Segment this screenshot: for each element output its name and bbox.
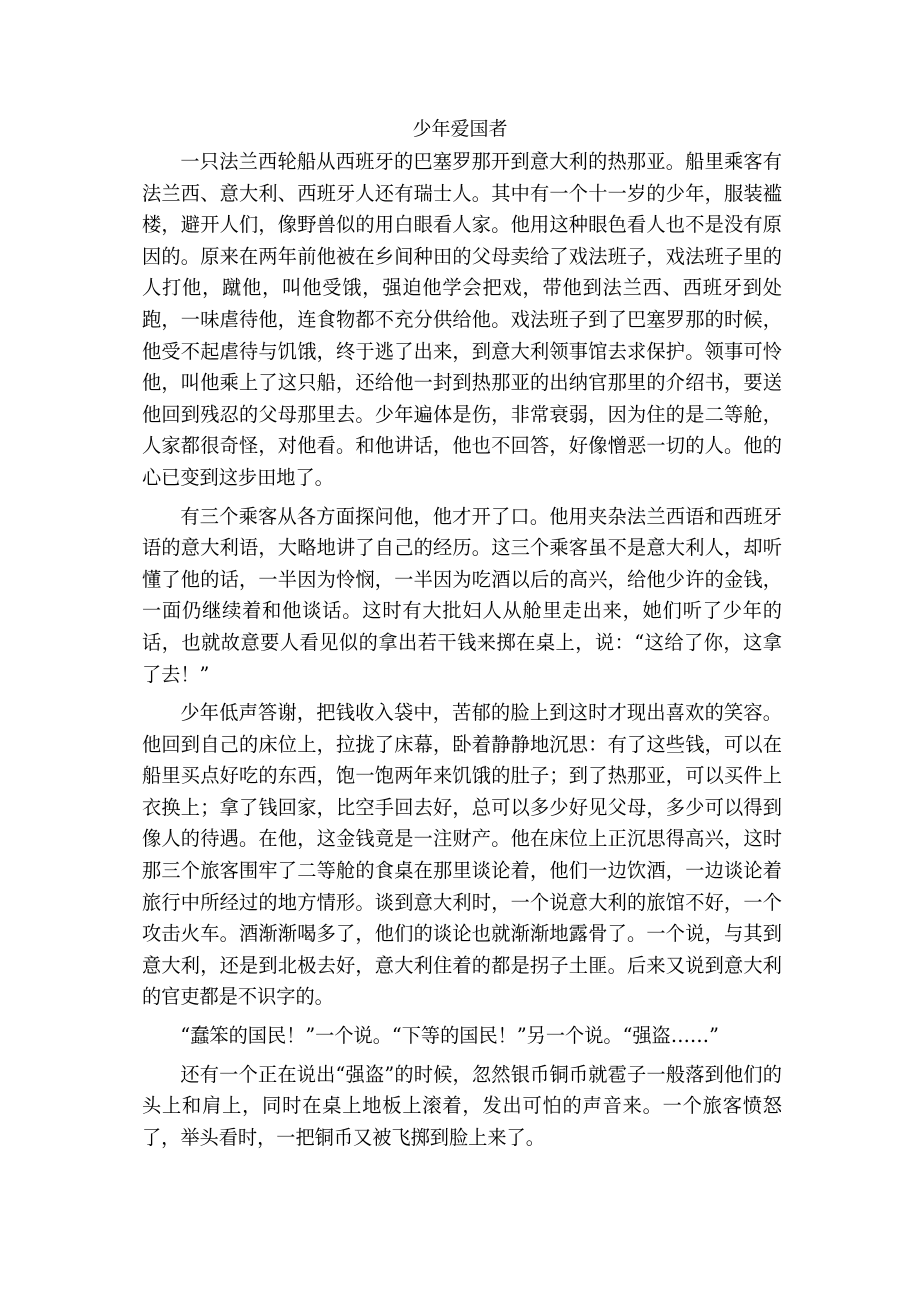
paragraph-1: 一只法兰西轮船从西班牙的巴塞罗那开到意大利的热那亚。船里乘客有法兰西、意大利、西班牙人还有瑞士人。其中有一个十一岁的少年，服装褴楼，避开人们，像野兽似的用白眼看人家。他用这种眼色看人也不是没有原因的。原来在两年前他被在乡间种田的父母卖给了戏法班子，戏法班子里的人打他，蹴他，叫他受饿，强迫他学会把戏，带他到法兰西、西班牙到处跑，一味虐待他，连食物都不充分供给他。戏法班子到了巴塞罗那的时候，他受不起虐待与饥饿，终于逃了出来，到意大利领事馆去求保护。领事可怜他，叫他乘上了这只船，还给他一封到热那亚的出纳官那里的介绍书，要送他回到残忍的父母那里去。少年遍体是伤，非常衰弱，因为住的是二等舱，人家都很奇怪，对他看。和他讲话，他也不回答，好像憎恶一切的人。他的心已变到这步田地了。 (142, 150, 782, 489)
document-body (142, 146, 782, 1160)
paragraph-2: 有三个乘客从各方面探问他，他才开了口。他用夹杂法兰西语和西班牙语的意大利语，大略地讲了自己的经历。这三个乘客虽不是意大利人，却听懂了他的话，一半因为怜悯，一半因为吃酒以后的高兴，给他少许的金钱，一面仍继续着和他谈话。这时有大批妇人从舱里走出来，她们听了少年的话，也就故意要人看见似的拿出若干钱来掷在桌上，说：“这给了你，这拿了去！” (142, 504, 782, 686)
paragraph-5: 还有一个正在说出“强盗”的时候，忽然银币铜币就雹子一般落到他们的头上和肩上，同时在桌上地板上滚着，发出可怕的声音来。一个旅客愤怒了，举头看时，一把铜币又被飞掷到脸上来了。 (142, 1062, 782, 1149)
paragraph-4: “蠢笨的国民！”一个说。“下等的国民！”另一个说。“强盗……” (180, 1024, 719, 1048)
document-title: 少年爱国者 (412, 118, 508, 140)
paragraph-3: 少年低声答谢，把钱收入袋中，苦郁的脸上到这时才现出喜欢的笑容。他回到自己的床位上，拉拢了床幕，卧着静静地沉思：有了这些钱，可以在船里买点好吃的东西，饱一饱两年来饥饿的肚子；到了热那亚，可以买件上衣换上；拿了钱回家，比空手回去好，总可以多少好见父母，多少可以得到像人的待遇。在他，这金钱竟是一注财产。他在床位上正沉思得高兴，这时那三个旅客围牢了二等舱的食桌在那里谈论着，他们一边饮酒，一边谈论着旅行中所经过的地方情形。谈到意大利时，一个说意大利的旅馆不好，一个攻击火车。酒渐渐喝多了，他们的谈论也就渐渐地露骨了。一个说，与其到意大利，还是到北极去好，意大利住着的都是拐子土匪。后来又说到意大利的官吏都是不识字的。 (142, 701, 782, 1009)
